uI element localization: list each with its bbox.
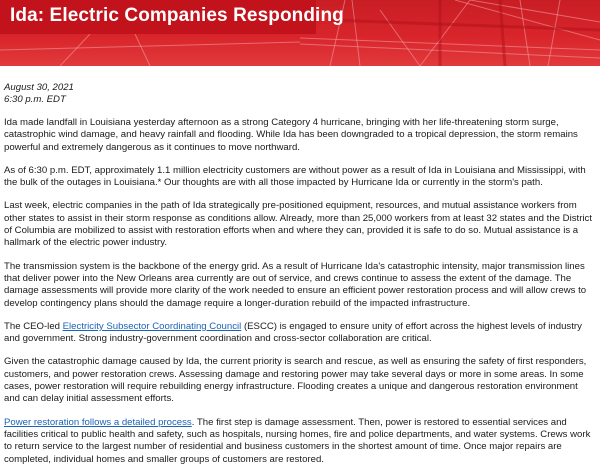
paragraph-priorities: Given the catastrophic damage caused by Ida, the current priority is search and rescue, as well as ensuring the safety of first responders, customers, and power restoration crews. Assessing damage and restoring power may take several days or more in some areas. In some cases, power restoration will require rebuilding energy infrastructure. Flooding creates a unique and dangerous restoration environment and can delay initial assessment efforts. bbox=[4, 356, 587, 405]
escc-text-after: (ESCC) is engaged to ensure unity of effort across the highest levels of industry and government. Strong industry-government coordination and cross-sector collaboration are critical. bbox=[4, 320, 582, 345]
paragraph-transmission: The transmission system is the backbone of the energy grid. As a result of Hurricane Ida's catastrophic intensity, major transmission lines that deliver power into the New Orleans area currently are out of service, and crews continue to assess the extent of the damage. The damage assessments will provide more clarity of the work needed to ensure an efficient power restoration process and will allow crews to develop contingency plans should the damage require a longer-duration rebuild of the impacted infrastructure. bbox=[4, 260, 587, 309]
restoration-process-link[interactable]: Power restoration follows a detailed process bbox=[4, 416, 192, 428]
paragraph-outages: As of 6:30 p.m. EDT, approximately 1.1 million electricity customers are without power as a result of Ida in Louisiana and Mississippi, with the bulk of the outages in Louisiana.* Our thoughts are with all those impacted by Hurricane Ida or currently in the storm's path. bbox=[4, 164, 586, 189]
dateline bbox=[4, 82, 592, 106]
date-text: August 30, 2021 bbox=[4, 82, 74, 93]
paragraph-escc bbox=[4, 321, 592, 346]
time-text: 6:30 p.m. EDT bbox=[4, 94, 66, 105]
paragraph-landfall: Ida made landfall in Louisiana yesterday afternoon as a strong Category 4 hurricane, bringing with her life-threatening storm surge, catastrophic wind damage, and heavy rainfall and flooding. While Ida has been downgraded to a tropical depression, the storm remains powerful and extremely dangerous as it continues to move northward. bbox=[4, 117, 578, 153]
escc-text-before: The CEO-led bbox=[4, 320, 63, 332]
paragraph-mutual-assistance: Last week, electric companies in the path of Ida strategically pre-positioned equipment, resources, and mutual assistance workers from other states to assist in their storm response as conditions allow. Already, more than 25,000 workers from at least 32 states and the District of Columbia are mobilized to assist with restoration efforts when and where they can, provided it is safe to do so. Mutual assistance is a hallmark of the electric power industry. bbox=[4, 200, 592, 249]
article-body bbox=[0, 82, 600, 466]
escc-link[interactable]: Electricity Subsector Coordinating Council bbox=[62, 320, 242, 332]
header-banner bbox=[0, 0, 600, 66]
page-title: Ida: Electric Companies Responding bbox=[10, 5, 344, 26]
restoration-text: . The first step is damage assessment. Then, power is restored to essential services and facilities critical to public health and safety, such as hospitals, nursing homes, fire and police departments, and water systems. Crews work to return service to the largest number of residential and business customers in the shortest amount of time. Once major repairs are completed, individual homes and smaller groups of customers are restored. bbox=[4, 416, 591, 465]
paragraph-restoration bbox=[4, 417, 592, 466]
